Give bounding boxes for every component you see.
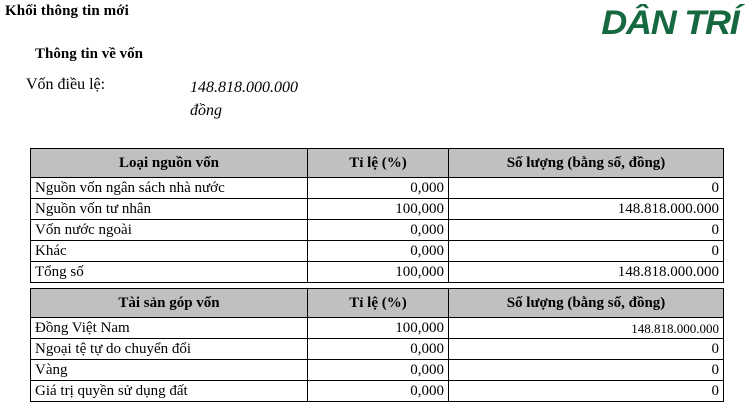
cell-name: Nguồn vốn ngân sách nhà nước	[31, 178, 308, 199]
column-header-source-rate: Tỉ lệ (%)	[308, 149, 449, 178]
table-row	[31, 339, 724, 360]
cell-rate: 100,000	[308, 199, 449, 220]
dantri-logo: DÂN TRÍ	[600, 4, 738, 42]
charter-capital-amount: 148.818.000.000	[190, 79, 298, 96]
cell-quantity: 148.818.000.000	[449, 262, 724, 283]
table-row	[31, 199, 724, 220]
cell-quantity: 0	[449, 381, 724, 402]
table-header-row	[31, 289, 724, 318]
column-header-source-name: Loại nguồn vốn	[31, 149, 308, 178]
cell-quantity: 0	[449, 339, 724, 360]
column-header-asset-name: Tài sản góp vốn	[31, 289, 308, 318]
column-header-asset-rate: Tỉ lệ (%)	[308, 289, 449, 318]
cell-quantity: 148.818.000.000	[449, 199, 724, 220]
cell-name: Ngoại tệ tự do chuyển đổi	[31, 339, 308, 360]
page-title: Khối thông tin mới	[5, 3, 129, 19]
column-header-asset-quantity: Số lượng (bằng số, đồng)	[449, 289, 724, 318]
column-header-source-quantity: Số lượng (bằng số, đồng)	[449, 149, 724, 178]
cell-quantity: 148.818.000.000	[449, 318, 724, 339]
capital-source-table	[30, 148, 724, 283]
table-row	[31, 262, 724, 283]
charter-capital-value	[190, 76, 430, 122]
cell-quantity: 0	[449, 360, 724, 381]
cell-rate: 0,000	[308, 178, 449, 199]
cell-name: Giá trị quyền sử dụng đất	[31, 381, 308, 402]
section-heading: Thông tin về vốn	[35, 46, 143, 62]
charter-capital-unit: đồng	[190, 102, 222, 119]
capital-asset-table	[30, 288, 724, 402]
table-row	[31, 220, 724, 241]
table-row	[31, 241, 724, 262]
cell-rate: 100,000	[308, 318, 449, 339]
cell-name: Vàng	[31, 360, 308, 381]
cell-quantity: 0	[449, 220, 724, 241]
table-row	[31, 360, 724, 381]
cell-rate: 0,000	[308, 339, 449, 360]
cell-rate: 0,000	[308, 360, 449, 381]
cell-rate: 0,000	[308, 220, 449, 241]
cell-name: Khác	[31, 241, 308, 262]
table-row	[31, 381, 724, 402]
cell-quantity: 0	[449, 178, 724, 199]
cell-name: Vốn nước ngoài	[31, 220, 308, 241]
cell-quantity: 0	[449, 241, 724, 262]
cell-name: Đồng Việt Nam	[31, 318, 308, 339]
cell-rate: 0,000	[308, 241, 449, 262]
table-row	[31, 318, 724, 339]
table-header-row	[31, 149, 724, 178]
cell-rate: 0,000	[308, 381, 449, 402]
cell-name: Nguồn vốn tư nhân	[31, 199, 308, 220]
charter-capital-label: Vốn điều lệ:	[26, 76, 106, 93]
table-row	[31, 178, 724, 199]
cell-rate: 100,000	[308, 262, 449, 283]
cell-name: Tổng số	[31, 262, 308, 283]
